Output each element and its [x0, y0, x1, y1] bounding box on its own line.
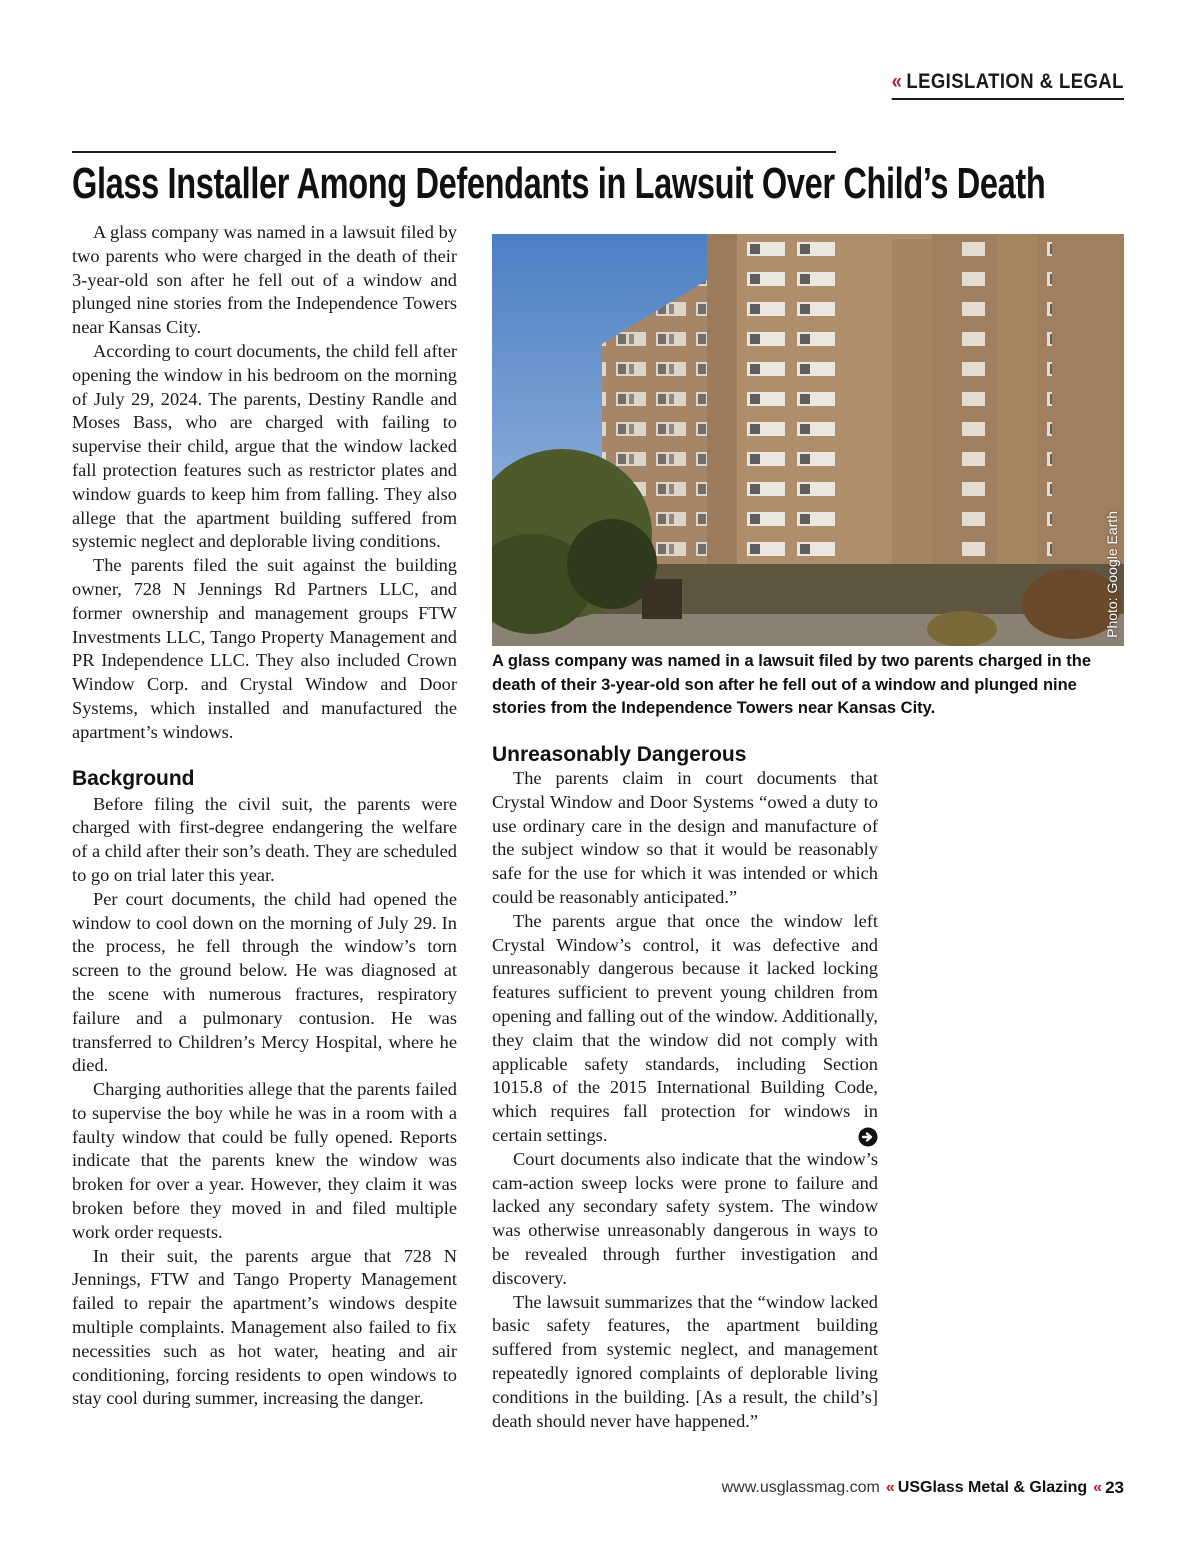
- background-paragraph-1: Before filing the civil suit, the parents were charged with first-degree endangering the welfare of a child after their son’s death. They are scheduled to go on trial later this year.: [72, 793, 457, 885]
- background-paragraph-3: Charging authorities allege that the parents failed to supervise the boy while he was in a room with a faulty window that could be fully opened. Reports indicate that the parents knew the window was broken for over a year. However, they claim it was broken before they moved in and filed multiple work order requests.: [72, 1079, 457, 1242]
- photo-caption: A glass company was named in a lawsuit filed by two parents charged in the death of their 3-year-old son after he fell out of a window and plunged nine stories from the Independence Towers near Kansas City.: [492, 652, 1092, 717]
- article-headline: Glass Installer Among Defendants in Lawsuit Over Child’s Death: [72, 159, 1046, 208]
- column-right: [492, 767, 878, 1433]
- footer-url[interactable]: www.usglassmag.com: [721, 1479, 880, 1496]
- independence-towers-illustration: [492, 234, 1124, 646]
- section-label: LEGISLATION & LEGAL: [906, 70, 1124, 93]
- arrow-circle-right-icon[interactable]: [858, 1127, 878, 1147]
- section-tag: [892, 70, 1124, 100]
- background-paragraph-4: In their suit, the parents argue that 728 N Jennings, FTW and Tango Property Management failed to repair the apartment’s windows despite multiple complaints. Management also failed to fix necessities such as hot water, heating and air conditioning, forcing residents to open windows to stay cool during summer, increasing the danger.: [72, 1245, 457, 1409]
- intro-paragraph-2: According to court documents, the child fell after opening the window in his bedroom on the morning of July 29, 2024. The parents, Destiny Randle and Moses Bass, who are charged with failing to supervise their child, argue that the window lacked fall protection features such as restrictor plates and window guards to keep him from falling. They also allege that the apartment building suffered from systemic neglect and deplorable living conditions.: [72, 340, 457, 552]
- unreasonably-dangerous-heading: Unreasonably Dangerous: [492, 743, 747, 766]
- page-number: 23: [1105, 1478, 1124, 1497]
- column-left: [72, 221, 457, 1411]
- magazine-name: USGlass Metal & Glazing: [897, 1479, 1088, 1496]
- background-heading: Background: [72, 766, 195, 790]
- headline-rule: [72, 151, 836, 153]
- dangerous-paragraph-3: Court documents also indicate that the window’s cam-action sweep locks were prone to failure and lacked any secondary safety system. The window was otherwise unreasonably dangerous in ways to be revealed through further investigation and discovery.: [492, 1148, 878, 1288]
- building-photo: [492, 234, 1124, 646]
- section-chevron-icon: «: [891, 70, 900, 93]
- background-paragraph-2: Per court documents, the child had opened the window to cool down on the morning of July 29. In the process, he fell through the window’s torn screen to the ground below. He was diagnosed at the scene with numerous fractures, respiratory failure and a pulmonary contusion. He was transferred to Children’s Mercy Hospital, where he died.: [72, 888, 457, 1076]
- dangerous-paragraph-1: The parents claim in court documents that Crystal Window and Door Systems “owed a duty to use ordinary care in the design and manufacture of the subject window so that it would be reasonably safe for the use for which it was intended or which could be reasonably anticipated.”: [492, 768, 878, 907]
- footer-chevron-icon: «: [885, 1479, 892, 1496]
- footer-chevron-icon: «: [1093, 1479, 1100, 1496]
- page-footer: [722, 1478, 1124, 1498]
- intro-paragraph-1: A glass company was named in a lawsuit filed by two parents who were charged in the death of their 3-year-old son after he fell out of a window and plunged nine stories from the Independence Towers near Kansas City.: [72, 222, 457, 338]
- intro-paragraph-3: The parents filed the suit against the building owner, 728 N Jennings Rd Partners LLC, and former ownership and management groups FTW Investments LLC, Tango Property Management and PR Independence LLC. They also included Crown Window Corp. and Crystal Window and Door Systems, which installed and manufactured the apartment’s windows.: [72, 555, 457, 742]
- photo-credit: Photo: Google Earth: [1104, 511, 1120, 638]
- dangerous-paragraph-4: The lawsuit summarizes that the “window lacked basic safety features, the apartment building suffered from systemic neglect, and management repeatedly ignored complaints of deplorable living conditions in the building. [As a result, the child’s] death should never have happened.”: [492, 1291, 878, 1431]
- dangerous-paragraph-2: The parents argue that once the window left Crystal Window’s control, it was defective and unreasonably dangerous because it lacked locking features sufficient to prevent young children from opening and falling out of the window. Additionally, they claim that the window did not comply with applicable safety standards, including Section 1015.8 of the 2015 International Building Code, which requires fall protection for windows in certain settings.: [492, 910, 878, 1145]
